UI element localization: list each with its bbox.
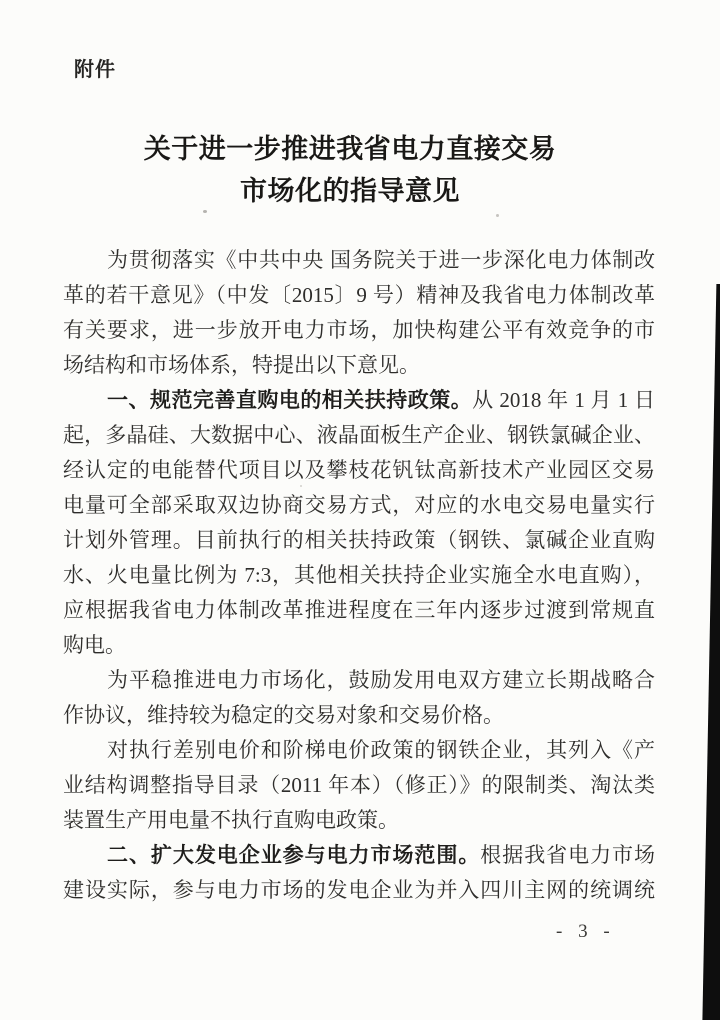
- line-text: 为平稳推进电力市场化，鼓励发用电双方建立长期战略合: [107, 668, 655, 692]
- text-line: [63, 278, 655, 313]
- page-number: - 3 -: [556, 921, 612, 942]
- attachment-label: 附件: [74, 59, 116, 81]
- line-text: 业结构调整指导目录（2011 年本）（修正）》的限制类、淘汰类: [63, 773, 655, 797]
- scan-edge-artifact: [700, 284, 720, 1020]
- text-line: [63, 873, 655, 908]
- document-title-line-1: 关于进一步推进我省电力直接交易: [143, 134, 557, 164]
- line-text: 从 2018 年 1 月 1 日: [472, 388, 655, 412]
- text-line: [63, 488, 655, 523]
- line-text: 为贯彻落实《中共中央 国务院关于进一步深化电力体制改: [107, 248, 655, 272]
- text-line: [63, 663, 655, 698]
- text-line: [63, 698, 655, 733]
- scan-speck: [496, 214, 499, 217]
- text-line: [63, 558, 655, 593]
- text-line: [63, 733, 655, 768]
- line-text: 根据我省电力市场: [480, 843, 656, 867]
- text-line: [63, 313, 655, 348]
- line-text: 作协议，维持较为稳定的交易对象和交易价格。: [63, 703, 504, 727]
- text-line: [63, 838, 655, 873]
- line-text: 应根据我省电力体制改革推进程度在三年内逐步过渡到常规直: [63, 598, 655, 622]
- text-line: [63, 243, 655, 278]
- text-line: [63, 628, 655, 663]
- text-line: [63, 348, 655, 383]
- line-text: 水、火电量比例为 7:3，其他相关扶持企业实施全水电直购），: [63, 563, 655, 587]
- scan-speck: [300, 485, 302, 487]
- line-text: 有关要求，进一步放开电力市场，加快构建公平有效竞争的市: [63, 318, 655, 342]
- line-text: 经认定的电能替代项目以及攀枝花钒钛高新技术产业园区交易: [63, 458, 655, 482]
- text-line: [63, 593, 655, 628]
- line-text: 装置生产用电量不执行直购电政策。: [63, 808, 399, 832]
- line-text: 对执行差别电价和阶梯电价政策的钢铁企业，其列入《产: [107, 738, 655, 762]
- text-line: [63, 803, 655, 838]
- line-text: 购电。: [63, 633, 126, 657]
- section-heading: 二、扩大发电企业参与电力市场范围。: [107, 844, 481, 867]
- line-text: 场结构和市场体系，特提出以下意见。: [63, 353, 420, 377]
- scan-speck: [203, 210, 207, 213]
- line-text: 电量可全部采取双边协商交易方式，对应的水电交易电量实行: [63, 493, 655, 517]
- text-line: [63, 418, 655, 453]
- text-line: [63, 523, 655, 558]
- line-text: 革的若干意见》（中发〔2015〕9 号）精神及我省电力体制改革: [63, 283, 655, 307]
- line-text: 计划外管理。目前执行的相关扶持政策（钢铁、氯碱企业直购: [63, 528, 655, 552]
- line-text: 建设实际，参与电力市场的发电企业为并入四川主网的统调统: [63, 878, 655, 902]
- section-heading: 一、规范完善直购电的相关扶持政策。: [107, 389, 473, 412]
- document-title: [0, 128, 710, 212]
- body-text: [63, 243, 655, 908]
- line-text: 起，多晶硅、大数据中心、液晶面板生产企业、钢铁氯碱企业、: [63, 423, 655, 447]
- text-line: [63, 383, 655, 418]
- text-line: [63, 768, 655, 803]
- document-title-line-2: 市场化的指导意见: [240, 176, 460, 206]
- text-line: [63, 453, 655, 488]
